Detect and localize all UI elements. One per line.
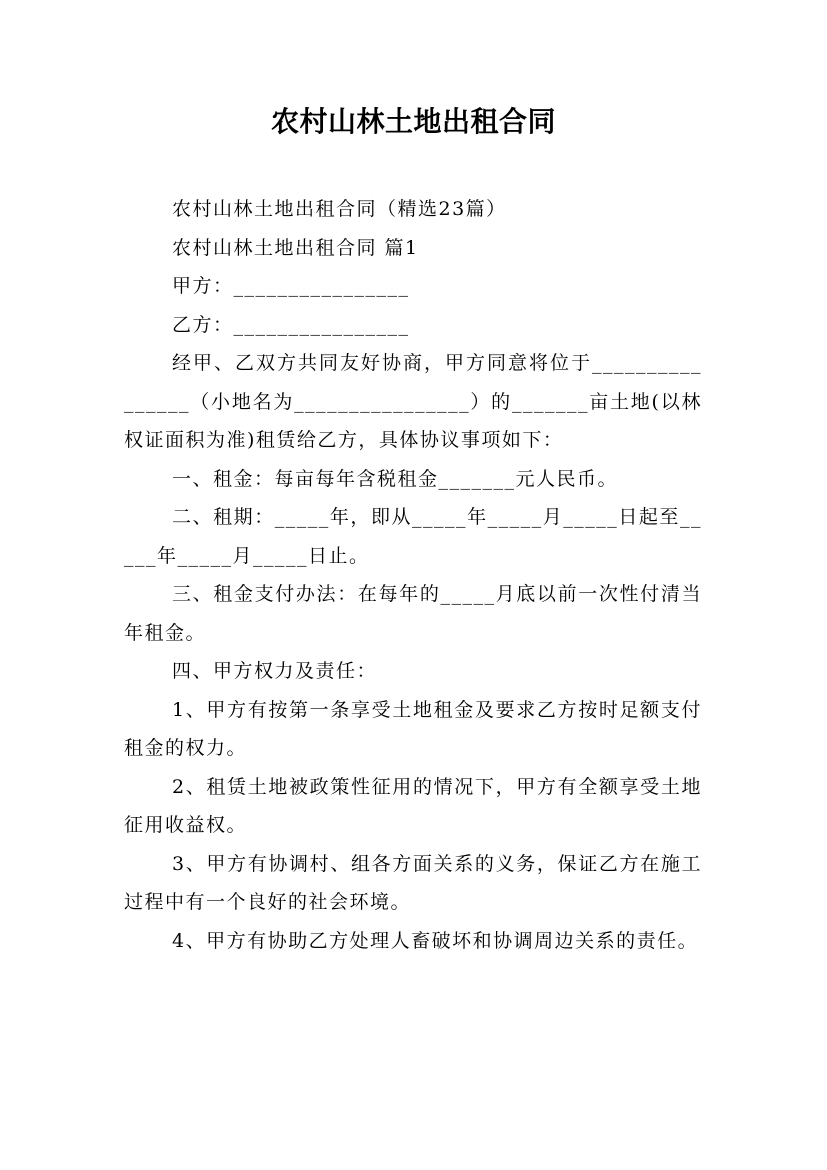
paragraph-party-a: 甲方：________________ xyxy=(172,275,410,297)
paragraph-clause-1: 1、甲方有按第一条享受土地租金及要求乙方按时足额支付租金的权力。 xyxy=(124,698,702,759)
paragraph-clause-4: 4、甲方有协助乙方处理人畜破坏和协调周边关系的责任。 xyxy=(172,929,699,952)
paragraph-payment: 三、租金支付办法：在每年的_____月底以前一次性付清当年租金。 xyxy=(124,583,702,644)
paragraph-party-a-rights-heading: 四、甲方权力及责任： xyxy=(172,660,378,682)
paragraph-rent: 一、租金：每亩每年含税租金_______元人民币。 xyxy=(172,467,619,490)
paragraph-term: 二、租期：_____年，即从_____年_____月_____日起至_____年_____月_____日止。 xyxy=(124,506,702,567)
paragraph-subtitle: 农村山林土地出租合同（精选23篇） xyxy=(172,198,507,220)
paragraph-section-heading: 农村山林土地出租合同 篇1 xyxy=(172,236,419,259)
paragraph-intro: 经甲、乙双方共同友好协商，甲方同意将位于________________（小地名为________________）的_______亩土地(以林权证面积为准)租赁给乙方，具体协议事项如下： xyxy=(124,352,702,451)
document-body xyxy=(124,190,702,960)
document-title: 农村山林土地出租合同 xyxy=(270,105,556,138)
paragraph-party-b: 乙方：________________ xyxy=(172,313,410,336)
paragraph-clause-3: 3、甲方有协调村、组各方面关系的义务，保证乙方在施工过程中有一个良好的社会环境。 xyxy=(124,852,702,913)
paragraph-clause-2: 2、租赁土地被政策性征用的情况下，甲方有全额享受土地征用收益权。 xyxy=(124,775,702,836)
